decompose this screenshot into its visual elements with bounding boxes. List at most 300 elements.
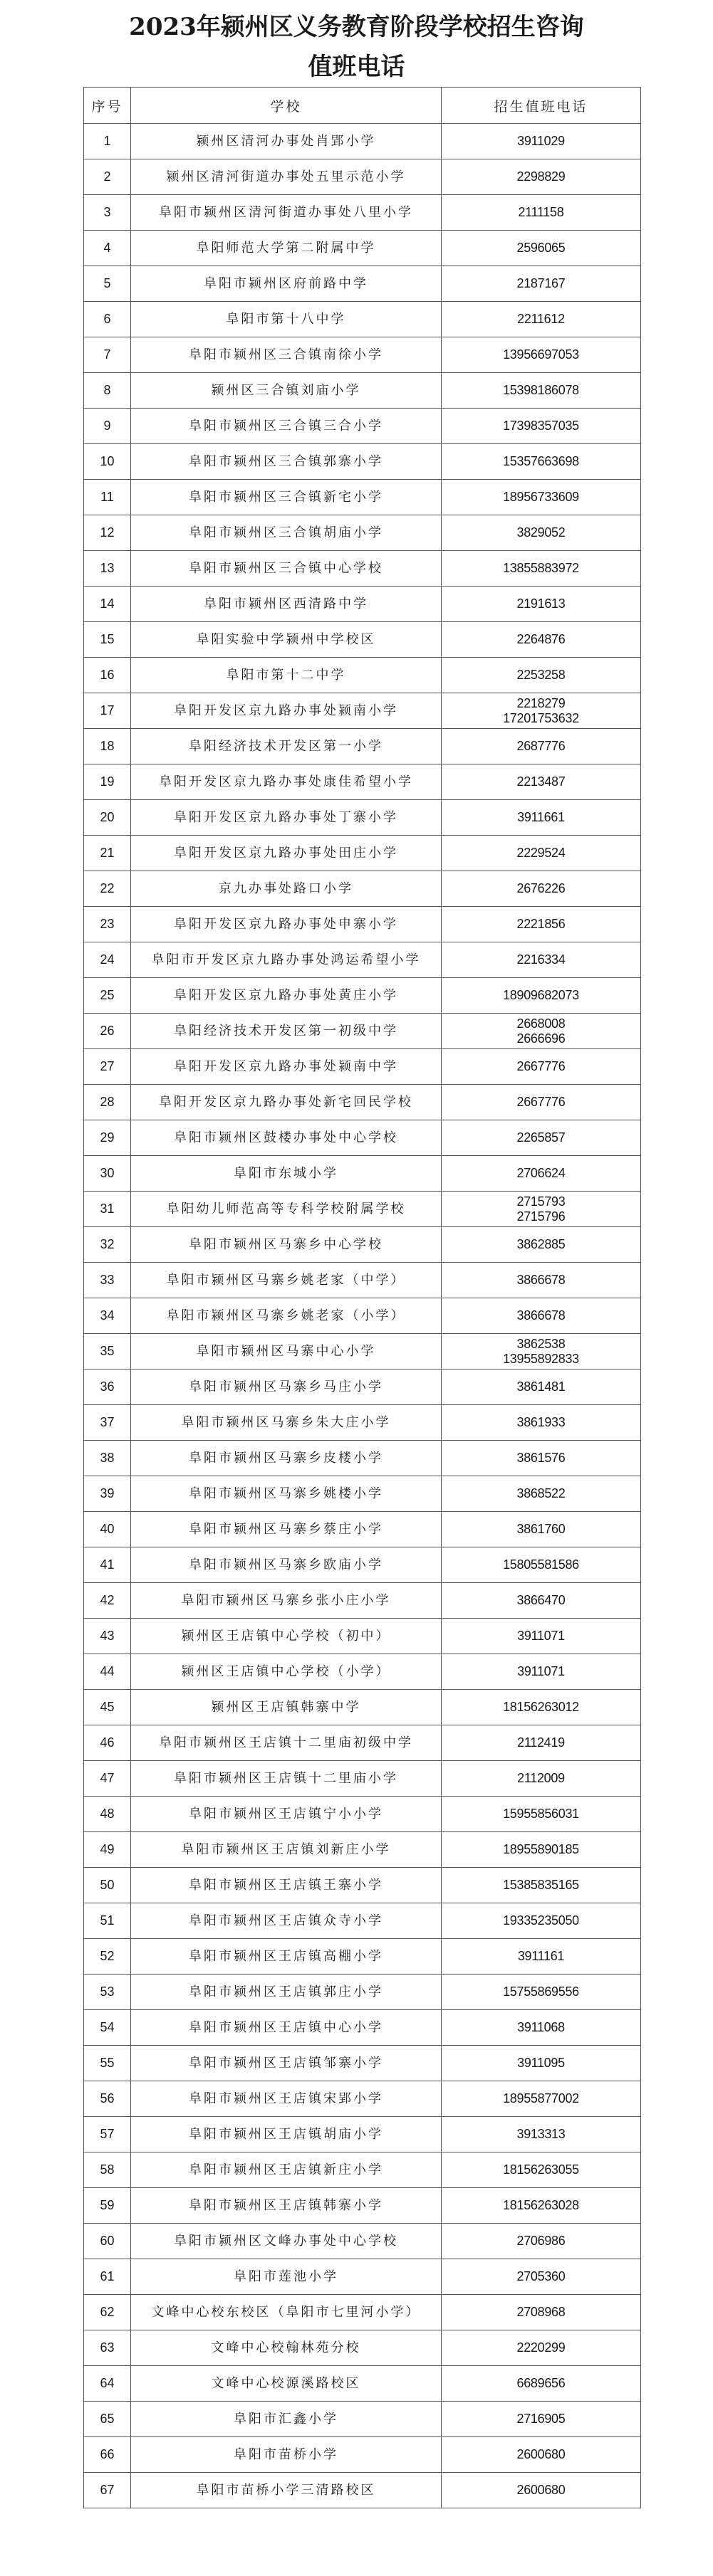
phone-cell [442, 729, 641, 764]
phone-cell [442, 1761, 641, 1797]
row-index: 26 [84, 1014, 131, 1049]
table-row [84, 2473, 641, 2508]
school-name: 阜阳市颍州区马寨乡张小庄小学 [131, 1583, 442, 1619]
row-index: 9 [84, 409, 131, 444]
phone-cell [442, 480, 641, 515]
phone-cell [442, 2330, 641, 2366]
phone-cell [442, 587, 641, 622]
row-index: 36 [84, 1370, 131, 1405]
school-name: 阜阳市颍州区马寨乡欧庙小学 [131, 1547, 442, 1583]
school-name: 阜阳开发区京九路办事处丁寨小学 [131, 800, 442, 836]
school-name: 颍州区清河街道办事处五里示范小学 [131, 159, 442, 195]
row-index: 7 [84, 337, 131, 373]
table-row [84, 2330, 641, 2366]
phone-cell [442, 231, 641, 266]
school-name: 阜阳开发区京九路办事处颍南中学 [131, 1049, 442, 1085]
phone-cell [442, 2402, 641, 2437]
table-row [84, 444, 641, 480]
phone-cell [442, 1903, 641, 1939]
phone-number: 2715796 [516, 1209, 566, 1224]
phone-cell [442, 907, 641, 942]
school-name: 阜阳市颍州区王店镇郭庄小学 [131, 1975, 442, 2010]
row-index: 2 [84, 159, 131, 195]
table-row [84, 693, 641, 729]
phone-number: 3861760 [516, 1522, 566, 1536]
phone-cell [442, 2437, 641, 2473]
phone-number: 3911068 [517, 2020, 565, 2034]
phone-number: 3868522 [516, 1486, 566, 1500]
table-row [84, 1156, 641, 1192]
phone-number: 2596065 [516, 241, 566, 255]
phone-cell [442, 2366, 641, 2402]
table-row [84, 2188, 641, 2224]
phone-cell [442, 2081, 641, 2117]
row-index: 58 [84, 2152, 131, 2188]
row-index: 35 [84, 1334, 131, 1370]
phone-number: 2229524 [516, 846, 566, 860]
row-index: 63 [84, 2330, 131, 2366]
phone-number: 17398357035 [503, 419, 579, 433]
phone-number: 15805581586 [503, 1557, 579, 1572]
table-row [84, 1298, 641, 1334]
school-name: 阜阳市颍州区王店镇十二里庙小学 [131, 1761, 442, 1797]
phone-number: 15955856031 [503, 1807, 579, 1821]
phone-cell [442, 1298, 641, 1334]
school-name: 阜阳市颍州区王店镇众寺小学 [131, 1903, 442, 1939]
title-line-1: 2023年颍州区义务教育阶段学校招生咨询 [129, 13, 584, 41]
school-name: 阜阳市颍州区王店镇韩寨小学 [131, 2188, 442, 2224]
school-name: 阜阳市颍州区鼓楼办事处中心学校 [131, 1120, 442, 1156]
phone-number: 2220299 [516, 2340, 566, 2355]
table-row [84, 1654, 641, 1690]
row-index: 67 [84, 2473, 131, 2508]
row-index: 52 [84, 1939, 131, 1975]
header-phone: 招生值班电话 [442, 88, 641, 124]
row-index: 54 [84, 2010, 131, 2046]
phone-cell [442, 2473, 641, 2508]
phone-number: 2111158 [518, 205, 564, 219]
phone-number: 15398186078 [503, 383, 579, 397]
phone-number: 2667776 [516, 1059, 566, 1073]
phone-number: 15385835165 [503, 1878, 579, 1892]
table-row [84, 124, 641, 159]
table-row [84, 2366, 641, 2402]
phone-cell [442, 1583, 641, 1619]
title-line-2: 值班电话 [308, 53, 405, 81]
table-row [84, 195, 641, 231]
row-index: 41 [84, 1547, 131, 1583]
phone-cell [442, 1441, 641, 1476]
phone-number: 2708968 [516, 2305, 566, 2319]
row-index: 11 [84, 480, 131, 515]
phone-cell [442, 1797, 641, 1832]
phone-cell [442, 1405, 641, 1441]
school-name: 阜阳市颍州区王店镇宁小小学 [131, 1797, 442, 1832]
table-row [84, 800, 641, 836]
school-name: 阜阳市颍州区马寨乡姚老家（小学） [131, 1298, 442, 1334]
phone-cell [442, 1868, 641, 1903]
phone-number: 3911661 [517, 810, 565, 824]
phone-cell [442, 409, 641, 444]
phone-number: 2666696 [516, 1031, 566, 1046]
school-name: 文峰中心校东校区（阜阳市七里河小学） [131, 2295, 442, 2330]
row-index: 39 [84, 1476, 131, 1512]
table-row [84, 1014, 641, 1049]
table-row [84, 373, 641, 409]
table-row [84, 871, 641, 907]
row-index: 28 [84, 1085, 131, 1120]
phone-cell [442, 2224, 641, 2259]
school-name: 阜阳市颍州区马寨乡中心学校 [131, 1227, 442, 1263]
row-index: 43 [84, 1619, 131, 1654]
phone-number: 2264876 [516, 632, 566, 646]
phone-number: 2213487 [516, 774, 566, 789]
school-name: 颍州区清河办事处肖郢小学 [131, 124, 442, 159]
table-row [84, 1690, 641, 1725]
table-row [84, 1512, 641, 1547]
row-index: 4 [84, 231, 131, 266]
row-index: 34 [84, 1298, 131, 1334]
table-row [84, 1761, 641, 1797]
phone-number: 6689656 [516, 2376, 566, 2390]
phone-number: 3866470 [516, 1593, 566, 1607]
phone-number: 2706986 [516, 2234, 566, 2248]
row-index: 12 [84, 515, 131, 551]
school-name: 文峰中心校翰林苑分校 [131, 2330, 442, 2366]
phone-number: 2112419 [517, 1735, 565, 1750]
school-name: 阜阳市颍州区王店镇高棚小学 [131, 1939, 442, 1975]
phone-number: 3911161 [517, 1949, 565, 1963]
table-row [84, 1797, 641, 1832]
table-row [84, 1547, 641, 1583]
table-row [84, 1619, 641, 1654]
phone-number: 3911095 [517, 2056, 565, 2070]
phone-number: 3829052 [516, 525, 566, 540]
phone-cell [442, 1120, 641, 1156]
row-index: 56 [84, 2081, 131, 2117]
school-phone-table [83, 87, 641, 2508]
row-index: 32 [84, 1227, 131, 1263]
row-index: 40 [84, 1512, 131, 1547]
phone-cell [442, 1725, 641, 1761]
row-index: 60 [84, 2224, 131, 2259]
row-index: 25 [84, 978, 131, 1014]
phone-cell [442, 2259, 641, 2295]
table-body [84, 124, 641, 2508]
phone-number: 19335235050 [503, 1913, 579, 1928]
table-row [84, 1049, 641, 1085]
phone-cell [442, 195, 641, 231]
table-row [84, 409, 641, 444]
school-name: 阜阳市颍州区三合镇中心学校 [131, 551, 442, 587]
row-index: 45 [84, 1690, 131, 1725]
phone-number: 18955890185 [503, 1842, 579, 1856]
phone-cell [442, 2046, 641, 2081]
phone-number: 2600680 [516, 2447, 566, 2461]
row-index: 51 [84, 1903, 131, 1939]
table-row [84, 1370, 641, 1405]
phone-number: 2216334 [516, 952, 566, 967]
phone-number: 2191613 [516, 596, 566, 611]
school-name: 阜阳市颍州区王店镇胡庙小学 [131, 2117, 442, 2152]
row-index: 42 [84, 1583, 131, 1619]
table-row [84, 1832, 641, 1868]
row-index: 19 [84, 764, 131, 800]
phone-number: 2715793 [516, 1194, 566, 1209]
school-name: 阜阳市颍州区王店镇十二里庙初级中学 [131, 1725, 442, 1761]
table-row [84, 1725, 641, 1761]
school-name: 阜阳开发区京九路办事处新宅回民学校 [131, 1085, 442, 1120]
row-index: 38 [84, 1441, 131, 1476]
table-row [84, 1476, 641, 1512]
table-row [84, 266, 641, 302]
row-index: 18 [84, 729, 131, 764]
school-name: 阜阳市颍州区马寨乡皮楼小学 [131, 1441, 442, 1476]
phone-number: 3911071 [517, 1629, 565, 1643]
phone-cell [442, 1049, 641, 1085]
phone-number: 13955892833 [503, 1351, 579, 1366]
row-index: 46 [84, 1725, 131, 1761]
table-row [84, 2224, 641, 2259]
school-name: 阜阳市颍州区马寨乡马庄小学 [131, 1370, 442, 1405]
table-row [84, 1263, 641, 1298]
table-row [84, 2437, 641, 2473]
school-name: 阜阳开发区京九路办事处颍南小学 [131, 693, 442, 729]
school-name: 阜阳市开发区京九路办事处鸿运希望小学 [131, 942, 442, 978]
page-title [0, 7, 713, 87]
phone-number: 3861933 [516, 1415, 566, 1429]
school-name: 阜阳市颍州区三合镇郭寨小学 [131, 444, 442, 480]
table-row [84, 1441, 641, 1476]
phone-number: 18955877002 [503, 2091, 579, 2106]
phone-cell [442, 373, 641, 409]
school-name: 颍州区王店镇中心学校（初中） [131, 1619, 442, 1654]
table-row [84, 2010, 641, 2046]
row-index: 31 [84, 1192, 131, 1227]
phone-cell [442, 1975, 641, 2010]
school-name: 阜阳市颍州区王店镇新庄小学 [131, 2152, 442, 2188]
row-index: 47 [84, 1761, 131, 1797]
row-index: 59 [84, 2188, 131, 2224]
phone-cell [442, 1156, 641, 1192]
phone-number: 2676226 [516, 881, 566, 895]
table-row [84, 1334, 641, 1370]
phone-cell [442, 1085, 641, 1120]
phone-cell [442, 444, 641, 480]
phone-cell [442, 1939, 641, 1975]
phone-number: 3911029 [517, 134, 565, 148]
phone-cell [442, 658, 641, 693]
row-index: 20 [84, 800, 131, 836]
table-row [84, 2295, 641, 2330]
table-row [84, 2402, 641, 2437]
phone-number: 2218279 [516, 695, 566, 710]
row-index: 10 [84, 444, 131, 480]
table-row [84, 907, 641, 942]
school-name: 颍州区王店镇韩寨中学 [131, 1690, 442, 1725]
table-row [84, 1975, 641, 2010]
table-row [84, 658, 641, 693]
phone-number: 18956733609 [503, 490, 579, 504]
table-row [84, 836, 641, 871]
phone-cell [442, 515, 641, 551]
school-name: 阜阳市苗桥小学 [131, 2437, 442, 2473]
school-name: 阜阳市苗桥小学三清路校区 [131, 2473, 442, 2508]
row-index: 62 [84, 2295, 131, 2330]
phone-number: 2265857 [516, 1130, 566, 1145]
phone-cell [442, 1832, 641, 1868]
table-row [84, 587, 641, 622]
phone-cell [442, 978, 641, 1014]
school-name: 阜阳开发区京九路办事处康佳希望小学 [131, 764, 442, 800]
phone-cell [442, 693, 641, 729]
row-index: 14 [84, 587, 131, 622]
school-name: 阜阳开发区京九路办事处黄庄小学 [131, 978, 442, 1014]
row-index: 33 [84, 1263, 131, 1298]
phone-number: 2706624 [516, 1166, 566, 1180]
school-name: 阜阳市东城小学 [131, 1156, 442, 1192]
phone-number: 18156263012 [503, 1700, 579, 1714]
row-index: 44 [84, 1654, 131, 1690]
phone-cell [442, 1476, 641, 1512]
school-name: 阜阳市颍州区文峰办事处中心学校 [131, 2224, 442, 2259]
phone-number: 2668008 [516, 1016, 566, 1031]
school-name: 阜阳市颍州区马寨乡朱大庄小学 [131, 1405, 442, 1441]
row-index: 64 [84, 2366, 131, 2402]
row-index: 1 [84, 124, 131, 159]
table-row [84, 1868, 641, 1903]
table-row [84, 2046, 641, 2081]
row-index: 8 [84, 373, 131, 409]
school-name: 阜阳市颍州区府前路中学 [131, 266, 442, 302]
row-index: 61 [84, 2259, 131, 2295]
table-row [84, 1939, 641, 1975]
table-row [84, 1120, 641, 1156]
row-index: 6 [84, 302, 131, 337]
school-name: 阜阳幼儿师范高等专科学校附属学校 [131, 1192, 442, 1227]
row-index: 53 [84, 1975, 131, 2010]
row-index: 65 [84, 2402, 131, 2437]
phone-number: 13956697053 [503, 347, 579, 362]
school-name: 阜阳市颍州区三合镇南徐小学 [131, 337, 442, 373]
phone-number: 2211612 [517, 312, 565, 326]
table-row [84, 515, 641, 551]
row-index: 16 [84, 658, 131, 693]
row-index: 13 [84, 551, 131, 587]
table-row [84, 159, 641, 195]
row-index: 55 [84, 2046, 131, 2081]
header-index: 序号 [84, 88, 131, 124]
school-name: 阜阳市第十八中学 [131, 302, 442, 337]
school-name: 颍州区王店镇中心学校（小学） [131, 1654, 442, 1690]
table-row [84, 1227, 641, 1263]
school-name: 阜阳经济技术开发区第一初级中学 [131, 1014, 442, 1049]
row-index: 30 [84, 1156, 131, 1192]
phone-number: 18909682073 [503, 988, 579, 1002]
school-name: 阜阳市颍州区马寨乡姚老家（中学） [131, 1263, 442, 1298]
phone-cell [442, 1619, 641, 1654]
phone-cell [442, 1334, 641, 1370]
row-index: 50 [84, 1868, 131, 1903]
school-name: 阜阳市汇鑫小学 [131, 2402, 442, 2437]
school-name: 阜阳市颍州区王店镇刘新庄小学 [131, 1832, 442, 1868]
phone-number: 3861576 [516, 1451, 566, 1465]
table-row [84, 729, 641, 764]
school-name: 阜阳师范大学第二附属中学 [131, 231, 442, 266]
phone-number: 2600680 [516, 2483, 566, 2497]
row-index: 17 [84, 693, 131, 729]
phone-cell [442, 1370, 641, 1405]
school-name: 阜阳市颍州区马寨中心小学 [131, 1334, 442, 1370]
phone-cell [442, 836, 641, 871]
phone-number: 3866678 [516, 1273, 566, 1287]
row-index: 21 [84, 836, 131, 871]
table-row [84, 978, 641, 1014]
phone-number: 3911071 [517, 1664, 565, 1678]
phone-number: 2667776 [516, 1095, 566, 1109]
table-row [84, 551, 641, 587]
school-name: 阜阳市颍州区三合镇新宅小学 [131, 480, 442, 515]
phone-cell [442, 1654, 641, 1690]
phone-number: 2112009 [517, 1771, 565, 1785]
row-index: 23 [84, 907, 131, 942]
table-row [84, 231, 641, 266]
table-row [84, 622, 641, 658]
school-name: 阜阳市颍州区西清路中学 [131, 587, 442, 622]
phone-cell [442, 1690, 641, 1725]
phone-cell [442, 1547, 641, 1583]
phone-cell [442, 266, 641, 302]
school-name: 阜阳市颍州区王店镇宋郢小学 [131, 2081, 442, 2117]
school-name: 阜阳市颍州区马寨乡姚楼小学 [131, 1476, 442, 1512]
school-name: 阜阳市颍州区清河街道办事处八里小学 [131, 195, 442, 231]
phone-cell [442, 1512, 641, 1547]
phone-number: 3866678 [516, 1308, 566, 1323]
phone-number: 17201753632 [503, 710, 579, 725]
phone-cell [442, 1014, 641, 1049]
table-row [84, 1903, 641, 1939]
table-row [84, 1192, 641, 1227]
phone-number: 2187167 [516, 276, 566, 290]
phone-number: 3862538 [516, 1336, 566, 1351]
row-index: 49 [84, 1832, 131, 1868]
school-name: 颍州区三合镇刘庙小学 [131, 373, 442, 409]
phone-cell [442, 337, 641, 373]
phone-cell [442, 871, 641, 907]
phone-cell [442, 2188, 641, 2224]
phone-cell [442, 124, 641, 159]
row-index: 57 [84, 2117, 131, 2152]
row-index: 29 [84, 1120, 131, 1156]
phone-cell [442, 2152, 641, 2188]
phone-number: 2253258 [516, 668, 566, 682]
row-index: 22 [84, 871, 131, 907]
phone-cell [442, 159, 641, 195]
school-name: 阜阳市颍州区王店镇邹寨小学 [131, 2046, 442, 2081]
school-name: 阜阳实验中学颍州中学校区 [131, 622, 442, 658]
table-row [84, 1583, 641, 1619]
phone-cell [442, 1263, 641, 1298]
phone-cell [442, 551, 641, 587]
school-name: 阜阳市莲池小学 [131, 2259, 442, 2295]
school-name: 阜阳市颍州区三合镇胡庙小学 [131, 515, 442, 551]
school-name: 阜阳市颍州区王店镇王寨小学 [131, 1868, 442, 1903]
school-name: 阜阳开发区京九路办事处田庄小学 [131, 836, 442, 871]
school-name: 阜阳市第十二中学 [131, 658, 442, 693]
table-row [84, 942, 641, 978]
row-index: 24 [84, 942, 131, 978]
phone-cell [442, 1192, 641, 1227]
